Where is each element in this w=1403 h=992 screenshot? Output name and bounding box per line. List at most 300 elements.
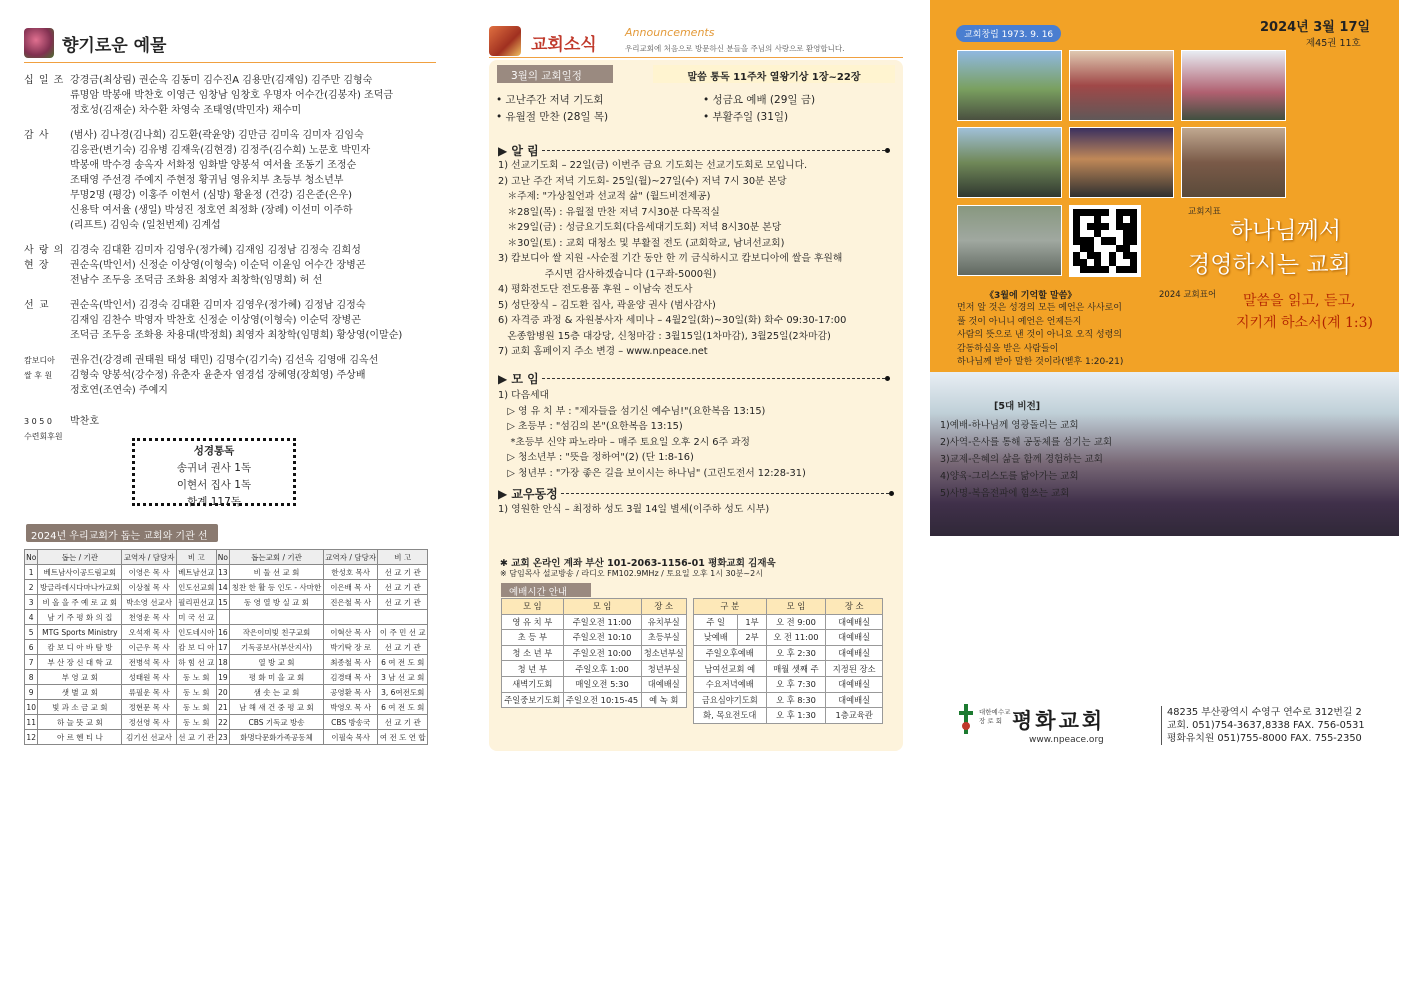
offering-line: 권순옥(박인서) 신정순 이상영(이형숙) 이순덕 이윤임 어수간 장병곤 [70, 260, 366, 271]
photo-1 [957, 50, 1062, 121]
table-cell: 대예배실 [826, 676, 883, 692]
offering-names [70, 414, 99, 444]
table-cell: CBS 기독교 방송 [230, 715, 324, 730]
table-cell: 청 소 년 부 [502, 645, 564, 661]
service-header: 모 임 [766, 599, 826, 615]
table-cell: 평 화 미 을 교 회 [230, 670, 324, 685]
table-cell: 화명다문화가족공동체 [230, 730, 324, 745]
table-cell: 이영은 목 사 [122, 565, 177, 580]
list-item: 2) 고난 주간 저녁 기도회- 25일(월)~27일(수) 저녁 7시 30분 본당 [498, 175, 787, 187]
church-website[interactable]: www.npeace.org [1029, 735, 1104, 745]
list-item: 1)예배-하나님께 영광돌리는 교회 [940, 420, 1079, 431]
mission-header: No [216, 550, 229, 565]
meeting-heading [498, 370, 890, 387]
table-cell: 오 후 7:30 [766, 676, 826, 692]
church-logo-cross-icon [959, 704, 973, 734]
table-cell: 18 [216, 655, 229, 670]
table-cell: 매월 셋째 주 [766, 661, 826, 677]
table-row [25, 685, 428, 700]
denomination-line-1: 대한예수교 [979, 708, 1011, 716]
bullet-dot-icon [885, 376, 890, 381]
bulletin-volume: 제45권 11호 [1306, 38, 1361, 49]
table-cell: 3 남 선 교 회 [378, 670, 428, 685]
verse-text [957, 302, 1147, 370]
table-cell: 이근우 목 사 [122, 640, 177, 655]
list-item: ＊29일(금) : 성금요기도회(다음세대기도회) 저녁 8시30분 본당 [498, 222, 782, 233]
phone-church: 교회. 051)754-3637,8338 FAX. 756-0531 [1167, 720, 1365, 731]
list-item: 먼저 알 것은 성경의 모든 예언은 사사로이 [957, 303, 1122, 313]
table-cell: 샛 별 교 회 [38, 685, 122, 700]
mission-header: 돕는교회 / 기관 [230, 550, 324, 565]
offering-line: 신용탁 여서율 (생일) 박성진 정호연 최정화 (장례) 이선미 이주하 [70, 205, 353, 216]
list-item: 1) 다음세대 [498, 390, 550, 401]
bulletin-date: 2024년 3월 17일 [1260, 20, 1371, 35]
offering-line: 정호성(김재순) 차수환 차영숙 조태영(박민자) 채수미 [70, 105, 302, 116]
table-cell: 진은철 목 사 [323, 595, 378, 610]
table-cell: 천영운 목 사 [122, 610, 177, 625]
verse-title: 《3월에 기억할 말씀》 [985, 291, 1077, 301]
table-cell: 2부 [738, 630, 766, 646]
reading-line: 송귀녀 권사 1독 [176, 462, 252, 474]
table-cell: 4 [25, 610, 38, 625]
notice-title: ▶ 알 림 [498, 144, 539, 158]
table-cell: 베트남선교 [176, 565, 216, 580]
table-cell: 주일오전 10:10 [563, 630, 641, 646]
table-cell [378, 610, 428, 625]
table-row [25, 595, 428, 610]
flower-icon [24, 28, 54, 58]
table-cell [323, 610, 378, 625]
table-cell: 남 기 주 평 화 의 집 [38, 610, 122, 625]
table-cell: 청소년부실 [641, 645, 687, 661]
service-header: 모 임 [502, 599, 564, 615]
table-cell: 비 올 을 주 예 로 교 회 [38, 595, 122, 610]
table-cell: 박기탁 장 로 [323, 640, 378, 655]
schedule-list-right [703, 92, 893, 126]
offering-group [24, 243, 436, 288]
table-cell: 최종철 목 사 [323, 655, 378, 670]
table-cell: 빛 과 소 금 교 회 [38, 700, 122, 715]
table-cell: 오 후 1:30 [766, 708, 826, 724]
table-cell: 8 [25, 670, 38, 685]
motto-line-2: 경영하시는 교회 [1188, 252, 1351, 278]
offering-group [24, 298, 436, 343]
list-item: 1) 선교기도회 – 22일(금) 이번주 금요 기도회는 선교기도회로 모입니다. [498, 160, 808, 171]
table-cell: 김기선 선교사 [122, 730, 177, 745]
list-item: ▷ 청소년부 : "뜻을 정하여"(2) (단 1:8-16) [498, 452, 694, 463]
offering-group [24, 128, 436, 233]
meeting-title: ▶ 모 임 [498, 372, 539, 386]
mission-header: 교역자 / 담당자 [122, 550, 177, 565]
offering-names [70, 298, 402, 343]
bullet-dot-icon [885, 148, 890, 153]
table-cell: 대예배실 [826, 645, 883, 661]
table-cell: 김경태 목 사 [323, 670, 378, 685]
reading-total: 합계 117독 [187, 496, 241, 508]
table-cell: 수요저녁예배 [694, 676, 767, 692]
table-cell: 대예배실 [826, 630, 883, 646]
table-row [694, 708, 883, 724]
table-cell: 5 [25, 625, 38, 640]
table-cell: 6 [25, 640, 38, 655]
notice-list [498, 158, 898, 360]
schedule-item: • 성금요 예배 (29일 금) [703, 94, 816, 106]
offering-group [24, 73, 436, 118]
table-cell: 지정된 장소 [826, 661, 883, 677]
table-row [25, 640, 428, 655]
offerings-header [24, 28, 436, 63]
notice-heading [498, 142, 890, 159]
table-cell: 부 산 장 신 대 학 교 [38, 655, 122, 670]
list-item: ＊주제: "가상칠언과 선교적 삶" (월드비전제공) [498, 191, 711, 202]
bible-reading-box [132, 438, 296, 506]
table-cell: 이혁산 목 사 [323, 625, 378, 640]
list-item: 온종합병원 15층 대강당, 신청마감 : 3월15일(1차마감), 3월25일(2차마감) [498, 330, 831, 342]
offering-line: 김응관(변기숙) 김유병 김재욱(김현경) 김정주(김수희) 노문호 박민자 [70, 145, 371, 156]
list-item: 4)양육-그리스도를 닮아가는 교회 [940, 471, 1079, 482]
table-cell: 정선영 목 사 [122, 715, 177, 730]
table-cell: 박영오 목 사 [323, 700, 378, 715]
table-cell: 1 [25, 565, 38, 580]
table-row [25, 565, 428, 580]
table-cell [230, 610, 324, 625]
offering-line: 강경금(최상림) 권순옥 김동미 김수진A 김용만(김재임) 김주만 김형숙 [70, 75, 373, 86]
table-row [694, 645, 883, 661]
table-cell: 주일오후예배 [694, 645, 767, 661]
table-cell: 아 르 헨 티 나 [38, 730, 122, 745]
table-cell: 하 힘 선 교 [176, 655, 216, 670]
offering-names [70, 353, 378, 398]
offering-line: 권유건(강경례 권태원 태성 태민) 김명수(김기숙) 김선옥 김영애 김옥선 [70, 355, 379, 366]
service-header: 모 임 [563, 599, 641, 615]
contact-info [1161, 706, 1365, 745]
table-cell: 오 후 8:30 [766, 692, 826, 708]
slogan-line-2: 지키게 하소서(계 1:3) [1236, 315, 1374, 331]
table-cell: 2 [25, 580, 38, 595]
offering-line: 정호연(조연숙) 주예지 [70, 385, 168, 396]
table-cell: 이 주 민 선 교 [378, 625, 428, 640]
table-cell: 동 영 열 방 실 교 회 [230, 595, 324, 610]
table-row [502, 661, 687, 677]
table-cell: 오 후 2:30 [766, 645, 826, 661]
offering-line: 조태영 주선경 주예지 주현정 황귀님 영유치부 초등부 청소년부 [70, 175, 344, 186]
table-cell: 낮예배 [694, 630, 738, 646]
vision-title: [5대 비전] [994, 401, 1041, 412]
table-cell: 한성호 목사 [323, 565, 378, 580]
table-cell: MTG Sports Ministry [38, 625, 122, 640]
table-cell: 1부 [738, 614, 766, 630]
table-cell: 22 [216, 715, 229, 730]
table-cell: 샘 솟 는 교 회 [230, 685, 324, 700]
table-cell: 하 늘 뜻 교 회 [38, 715, 122, 730]
offering-line: 전남수 조두응 조덕금 조화용 최영자 최창학(임명희) 허 선 [70, 275, 323, 286]
table-cell: 칭찬 한 활 등 인도 - 사마한 [230, 580, 324, 595]
list-item: 4) 평화전도단 전도용품 후원 – 이남숙 전도사 [498, 284, 693, 295]
table-cell: 전병석 목 사 [122, 655, 177, 670]
table-cell: 초 등 부 [502, 630, 564, 646]
table-cell: 공영환 목 사 [323, 685, 378, 700]
offering-line: 김형숙 양봉석(강수정) 유춘자 윤춘자 염경섭 장혜영(장희영) 주상배 [70, 370, 366, 381]
table-cell: 성태원 목 사 [122, 670, 177, 685]
table-cell: 오 전 11:00 [766, 630, 826, 646]
table-cell: 청년부실 [641, 661, 687, 677]
table-cell: 14 [216, 580, 229, 595]
offering-group [24, 353, 436, 398]
table-cell: 정현문 목 사 [122, 700, 177, 715]
table-cell: 선 교 기 관 [378, 595, 428, 610]
table-cell: 오석재 목 사 [122, 625, 177, 640]
list-item: ▷ 영 유 치 부 : "제자들을 섬기신 예수님!"(요한복음 13:15) [498, 405, 766, 417]
table-cell: 23 [216, 730, 229, 745]
offering-names [70, 73, 393, 118]
table-row [694, 692, 883, 708]
service-table-left [501, 598, 687, 708]
table-cell: 21 [216, 700, 229, 715]
table-cell: 3, 6여전도회 [378, 685, 428, 700]
list-item: 6) 자격증 과정 & 자원봉사자 세미나 – 4월2일(화)~30일(화) 화수 09:30-17:00 [498, 315, 847, 326]
table-cell: 3 [25, 595, 38, 610]
photo-5 [1069, 127, 1174, 198]
offering-line: 박찬호 [70, 416, 99, 427]
mission-header: No [25, 550, 38, 565]
table-cell: 열 방 교 회 [230, 655, 324, 670]
offering-names [70, 128, 370, 233]
member-news: 1) 영원한 안식 – 최정하 성도 3월 14일 별세(이주하 성도 시부) [498, 504, 770, 515]
table-cell: 20 [216, 685, 229, 700]
phone-kindergarten: 평화유치원 051)755-8000 FAX. 755-2350 [1167, 733, 1362, 744]
schedule-item: • 유월절 만찬 (28일 목) [496, 111, 609, 123]
list-item: 하나님께 받아 말한 것이라(벧후 1:20-21) [957, 357, 1124, 367]
table-row [502, 645, 687, 661]
table-cell: 동 노 회 [176, 700, 216, 715]
member-heading [498, 485, 894, 502]
table-cell: 여 전 도 연 합 [378, 730, 428, 745]
list-item: 3)교제-은혜의 삶을 함께 경험하는 교회 [940, 454, 1103, 465]
table-cell: 미 국 선 교 [176, 610, 216, 625]
offering-line: (범사) 김나경(김나희) 김도환(곽윤양) 김만금 김미옥 김미자 김임숙 [70, 130, 364, 141]
announcements-title: 교회소식 [531, 35, 597, 55]
list-item: ▷ 초등부 : "섬김의 본"(요한복음 13:15) [498, 421, 683, 432]
table-cell: 12 [25, 730, 38, 745]
mission-header: 비 고 [176, 550, 216, 565]
table-cell: 9 [25, 685, 38, 700]
offerings-list [24, 73, 436, 444]
table-cell: 필리핀선교 [176, 595, 216, 610]
list-item: 주시면 감사하겠습니다 (1구좌-5000원) [498, 268, 717, 280]
list-item: *초등부 신약 파노라마 – 매주 토요일 오후 2시 6주 과정 [498, 436, 751, 448]
vision-list [940, 398, 1140, 502]
list-item: 7) 교회 홈페이지 주소 변경 – www.npeace.net [498, 346, 708, 357]
table-row [502, 614, 687, 630]
table-cell: 17 [216, 640, 229, 655]
service-time-title: 예배시간 안내 [501, 583, 591, 597]
online-account: ✱ 교회 온라인 계좌 부산 101-2063-1156-01 평화교회 김재욱 [500, 558, 776, 569]
table-cell: 이필숙 목사 [323, 730, 378, 745]
photo-7 [957, 205, 1062, 276]
reading-line: 이현서 집사 1독 [176, 479, 252, 491]
offerings-section [24, 28, 436, 444]
schedule-item: • 부활주일 (31일) [703, 111, 789, 123]
table-cell: 캄 보 디 아 바 탐 방 [38, 640, 122, 655]
table-row [694, 630, 883, 646]
table-cell: 동 노 회 [176, 685, 216, 700]
table-cell: 주일오후 1:00 [563, 661, 641, 677]
table-cell: 대예배실 [641, 676, 687, 692]
offering-label: 십 일 조 [24, 75, 65, 86]
table-cell: 유치부실 [641, 614, 687, 630]
mission-header: 비 고 [378, 550, 428, 565]
table-cell: 오 전 9:00 [766, 614, 826, 630]
table-cell: 화, 목요전도대 [694, 708, 767, 724]
schedule-tab: 3월의 교회일정 [497, 65, 613, 83]
table-cell: 주일중보기도회 [502, 692, 564, 708]
table-cell: 6 여 전 도 회 [378, 655, 428, 670]
offering-names [70, 243, 366, 288]
table-cell: 16 [216, 625, 229, 640]
announcements-header [489, 24, 903, 58]
gift-icon [489, 26, 521, 56]
table-cell: 작은이미빛 친구교회 [230, 625, 324, 640]
table-cell: 대예배실 [826, 614, 883, 630]
announcements-title-en: Announcements [625, 26, 715, 39]
table-cell: 주일오전 10:15-45 [563, 692, 641, 708]
table-row [25, 655, 428, 670]
table-cell: 주일오전 10:00 [563, 645, 641, 661]
offering-line: 권순옥(박인서) 김경숙 김대환 김미자 김영우(정가혜) 김정남 김정숙 [70, 300, 366, 311]
table-cell: 부 영 교 회 [38, 670, 122, 685]
table-cell: 10 [25, 700, 38, 715]
offering-label: 선 교 [24, 300, 50, 311]
table-cell: 선 교 기 관 [378, 715, 428, 730]
table-cell: 류필운 목 사 [122, 685, 177, 700]
table-cell: 인도선교회 [176, 580, 216, 595]
mission-table [24, 549, 428, 745]
table-cell: 19 [216, 670, 229, 685]
table-cell: 이은배 목 사 [323, 580, 378, 595]
offering-label: 감 사 [24, 130, 50, 141]
photo-6 [1181, 127, 1286, 198]
list-item: 2)사역-은사를 통해 공동체를 섬기는 교회 [940, 437, 1113, 448]
list-item: ▷ 청년부 : "가장 좋은 길을 보이시는 하나님" (고린도전서 12:28-31) [498, 467, 806, 479]
mission-header: 돕는 / 기관 [38, 550, 122, 565]
table-cell: 영 유 치 부 [502, 614, 564, 630]
offering-label: 사 랑 의 현 장 [24, 245, 65, 271]
offering-line: 박봉애 박수경 송옥자 서화정 임화발 양봉석 여서율 조동기 조정순 [70, 160, 357, 171]
meeting-list [498, 388, 898, 481]
table-row [25, 715, 428, 730]
photo-4 [957, 127, 1062, 198]
table-cell: 대예배실 [826, 692, 883, 708]
table-cell: 청 년 부 [502, 661, 564, 677]
table-cell: 남 해 새 건 중 평 교 회 [230, 700, 324, 715]
table-row [502, 676, 687, 692]
founded-badge: 교회창립 1973. 9. 16 [956, 25, 1061, 42]
table-row [25, 730, 428, 745]
table-cell: 매일오전 5:30 [563, 676, 641, 692]
qr-code-icon[interactable] [1069, 205, 1141, 277]
church-name: 평화교회 [1012, 709, 1106, 733]
photo-2 [1069, 50, 1174, 121]
table-cell: CBS 방송국 [323, 715, 378, 730]
table-row [25, 580, 428, 595]
table-row [25, 625, 428, 640]
bullet-dot-icon [889, 491, 894, 496]
motto-label: 교회지표 [1188, 207, 1221, 217]
table-row [694, 661, 883, 677]
table-cell: 6 여 전 도 회 [378, 700, 428, 715]
schedule-item: • 고난주간 저녁 기도회 [496, 94, 604, 106]
denomination [979, 708, 1010, 726]
motto-line-1: 하나님께서 [1230, 218, 1342, 244]
table-cell: 1층교육관 [826, 708, 883, 724]
mission-table-title: 2024년 우리교회가 돕는 교회와 기관 선 [26, 524, 218, 542]
slogan-line-1: 말씀을 읽고, 듣고, [1243, 293, 1356, 309]
list-item: ＊30일(토) : 교회 대청소 및 부활절 전도 (교회학교, 남녀선교회) [498, 237, 785, 249]
table-cell: 주일오전 11:00 [563, 614, 641, 630]
address: 48235 부산광역시 수영구 연수로 312번길 2 [1167, 707, 1362, 718]
table-cell: 박소영 선교사 [122, 595, 177, 610]
offering-line: 김경숙 김대환 김미자 김영우(정가혜) 김재임 김정남 김정숙 김희성 [70, 245, 361, 256]
denomination-line-2: 장 로 회 [979, 717, 1002, 725]
table-cell: 13 [216, 565, 229, 580]
service-header: 구 분 [694, 599, 767, 615]
table-cell: 남여선교회 예 [694, 661, 767, 677]
table-cell: 기독공보사(부산지사) [230, 640, 324, 655]
table-row [694, 614, 883, 630]
table-cell: 선 교 기 관 [176, 730, 216, 745]
table-cell: 선 교 기 관 [378, 640, 428, 655]
list-item: 5)사명-복음전파에 힘쓰는 교회 [940, 488, 1070, 499]
table-cell: 동 노 회 [176, 670, 216, 685]
mission-header: 교역자 / 담당자 [323, 550, 378, 565]
list-item: 5) 성단장식 – 김도환 집사, 곽윤양 권사 (범사감사) [498, 299, 716, 311]
table-row [25, 610, 428, 625]
table-cell: 새벽기도회 [502, 676, 564, 692]
table-cell: 베트남사이공드림교회 [38, 565, 122, 580]
table-cell: 11 [25, 715, 38, 730]
offering-line: (리프트) 김임숙 (일천번제) 김계섭 [70, 220, 221, 231]
offering-label: 캄보디아 쌀 후 원 [24, 356, 55, 380]
service-table-right [693, 598, 883, 724]
service-header: 장 소 [641, 599, 687, 615]
list-item: 사람의 뜻으로 낸 것이 아니요 오직 성령의 [957, 330, 1122, 340]
table-cell: 예 녹 회 [641, 692, 687, 708]
service-header: 장 소 [826, 599, 883, 615]
table-cell: 방글라데시다마나카교회 [38, 580, 122, 595]
table-cell: 선 교 기 관 [378, 580, 428, 595]
table-cell: 선 교 기 관 [378, 565, 428, 580]
table-row [502, 692, 687, 708]
offerings-title: 향기로운 예물 [62, 35, 167, 56]
schedule-list-left [496, 92, 696, 126]
table-cell: 이상철 목 사 [122, 580, 177, 595]
table-cell: 15 [216, 595, 229, 610]
broadcast-info: ※ 담임목사 설교방송 / 라디오 FM102.9MHz / 토요일 오후 1시 30분~2시 [500, 569, 763, 578]
table-row [502, 630, 687, 646]
table-row [25, 700, 428, 715]
offering-line: 무명2명 (평강) 이홍주 이현서 (심방) 황윤정 (건강) 김은준(은우) [70, 190, 353, 201]
table-cell: 금요심야기도회 [694, 692, 767, 708]
member-title: ▶ 교우동정 [498, 487, 558, 501]
offering-line: 류명암 박봉애 박찬호 이영근 임창남 임창호 우명자 어수간(김봉자) 조덕금 [70, 90, 394, 101]
table-cell [216, 610, 229, 625]
photo-3 [1181, 50, 1286, 121]
list-item: 감동하심을 받은 사람들이 [957, 343, 1059, 354]
table-cell: 초등부실 [641, 630, 687, 646]
table-row [694, 676, 883, 692]
table-cell: 7 [25, 655, 38, 670]
list-item: ＊28일(목) : 유월절 만찬 저녁 7시30분 다목적실 [498, 206, 720, 218]
